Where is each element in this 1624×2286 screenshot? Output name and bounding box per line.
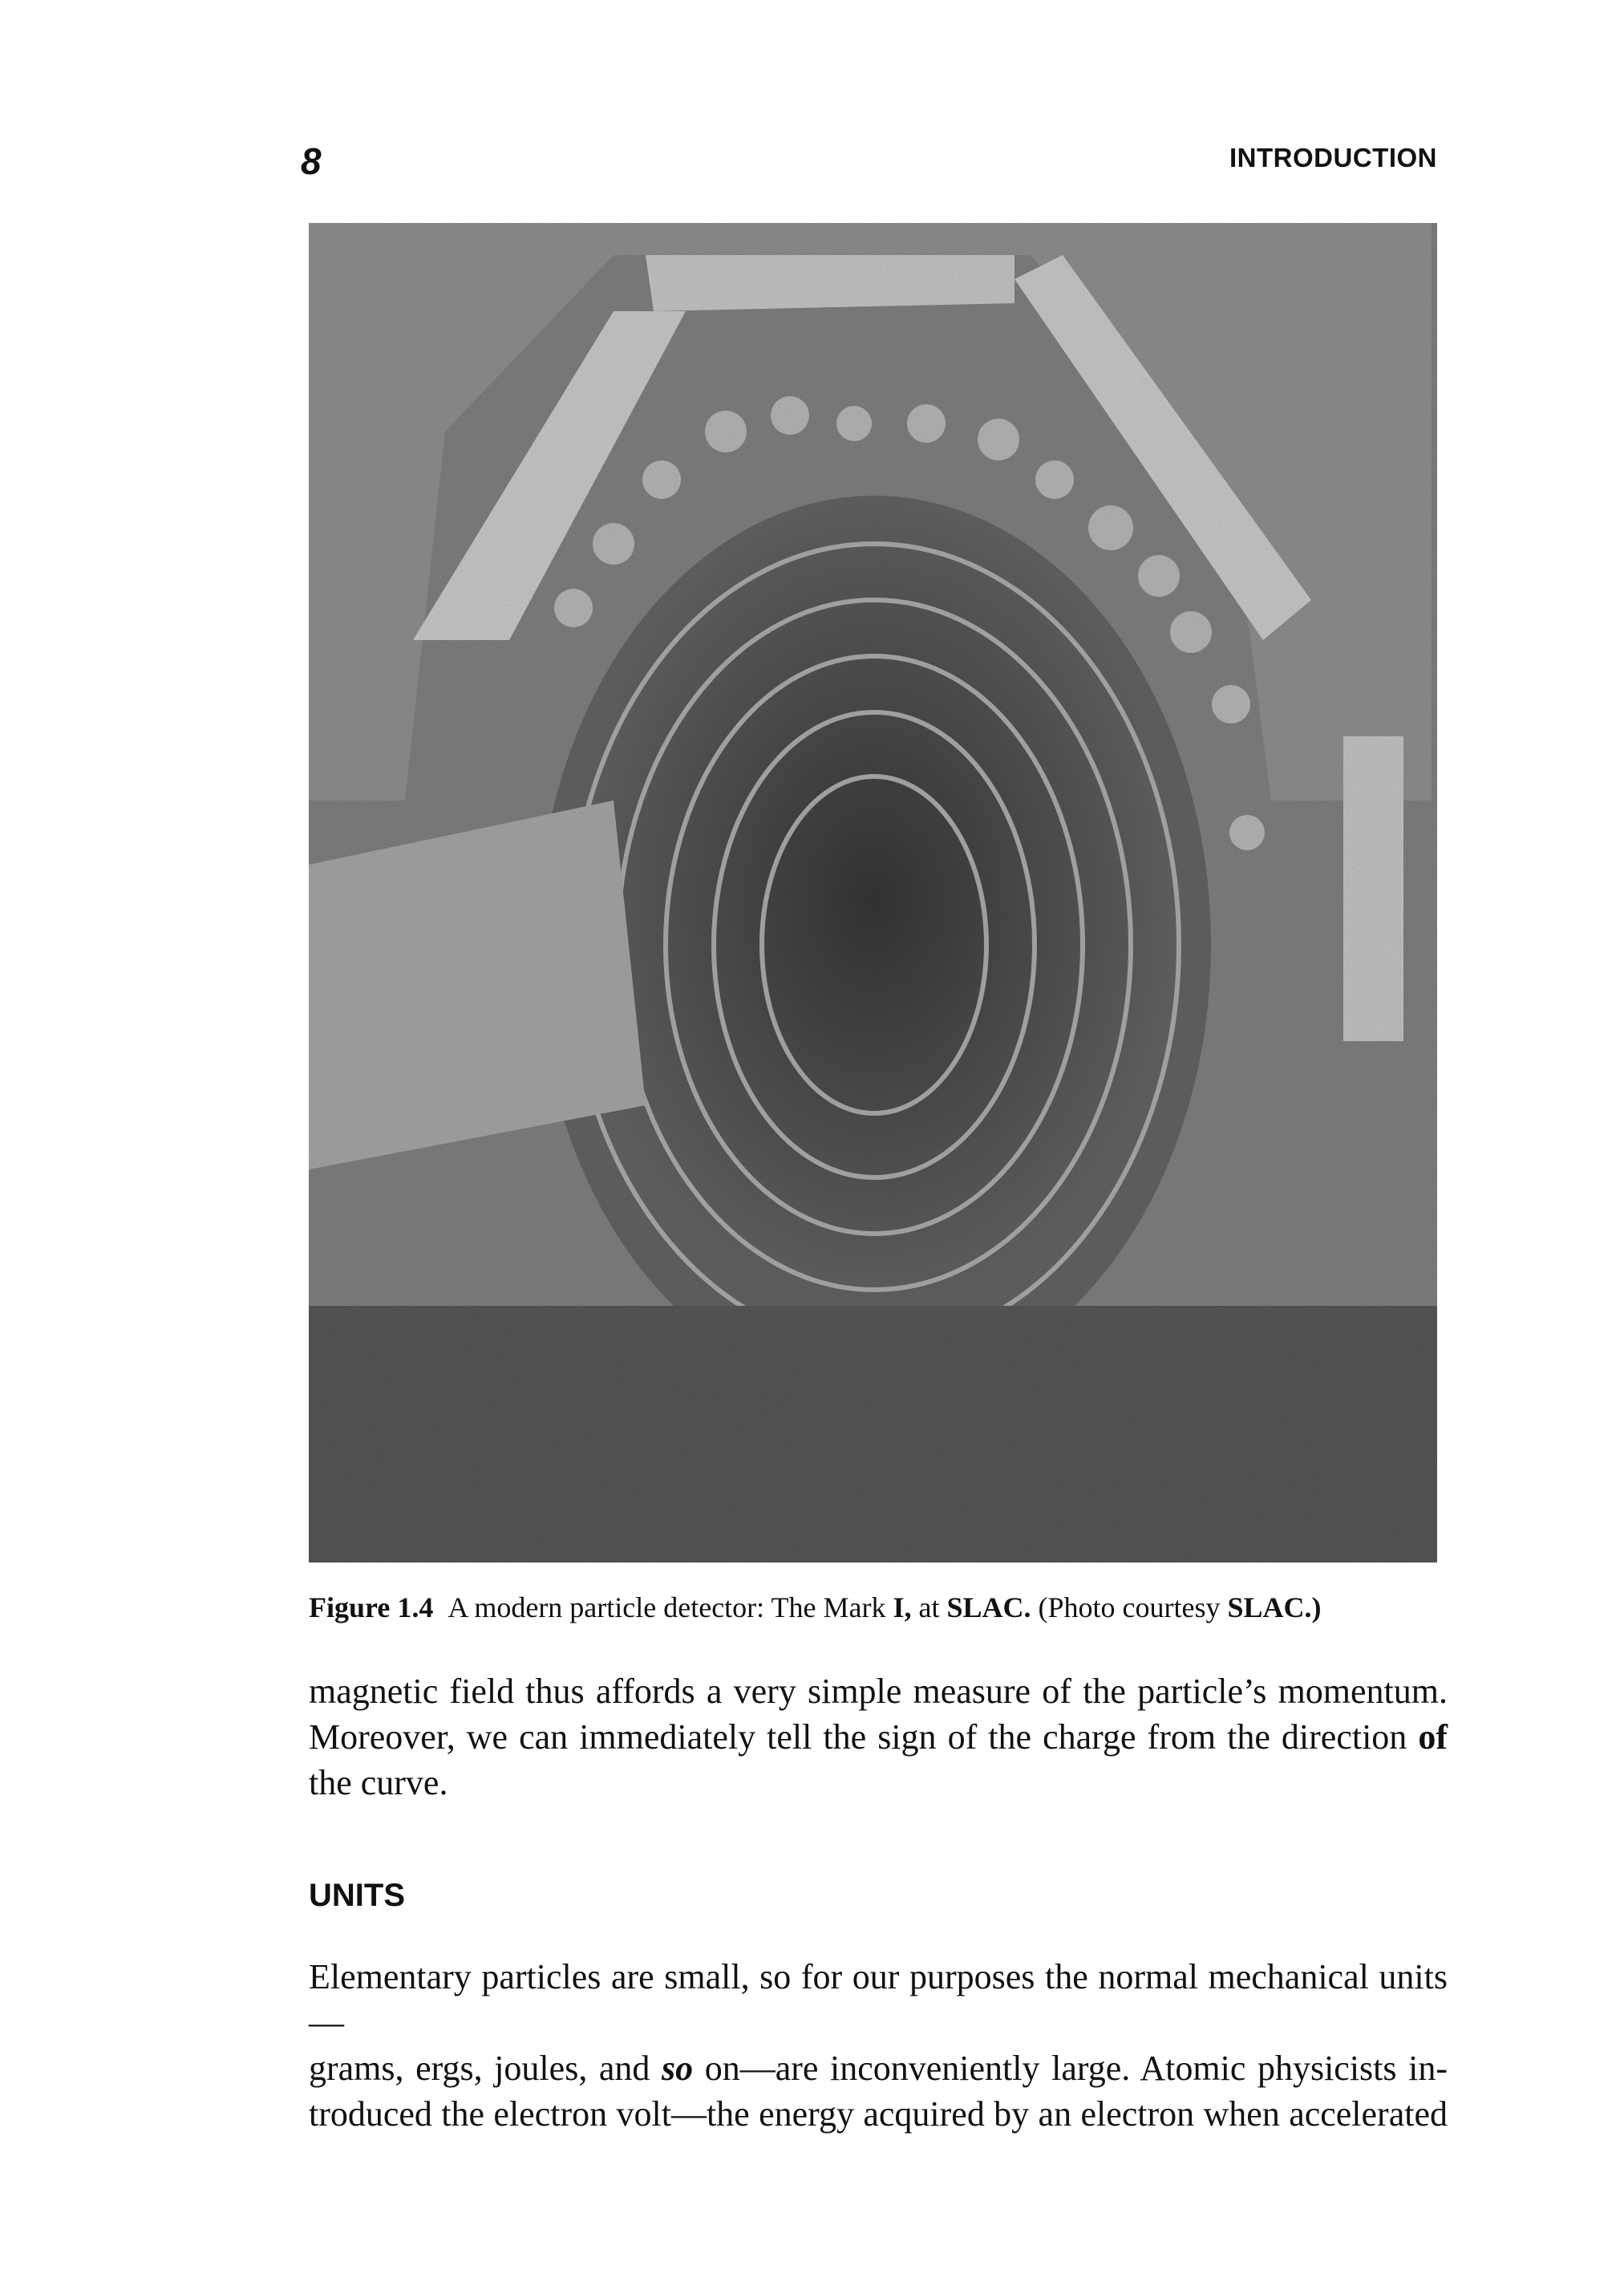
page-number: 8	[301, 140, 322, 182]
text-run-bold: of	[1418, 1717, 1448, 1757]
figure-photo	[309, 223, 1437, 1563]
caption-slac: SLAC.	[946, 1591, 1031, 1623]
text-line: Elementary particles are small, so for our purposes the normal mechanical units—	[309, 1957, 1448, 2042]
caption-mark: I,	[893, 1591, 912, 1623]
detector-photo	[309, 223, 1437, 1563]
text-run: grams, ergs, joules, and	[309, 2049, 662, 2088]
running-head: INTRODUCTION	[1229, 143, 1437, 172]
section-heading: UNITS	[309, 1878, 405, 1913]
figure-caption	[309, 1591, 1448, 1625]
frame-column-right	[1343, 736, 1403, 1041]
frame-beam-top	[646, 255, 1014, 311]
text-line	[309, 1714, 1448, 1760]
body-paragraph	[309, 1668, 1448, 1806]
text-line: the curve.	[309, 1763, 448, 1802]
caption-slac: SLAC.)	[1227, 1591, 1322, 1623]
body-paragraph	[309, 1954, 1448, 2137]
caption-text: at	[911, 1591, 947, 1623]
left-panel	[309, 801, 646, 1169]
figure-label: Figure 1.4	[309, 1591, 434, 1623]
text-run: Moreover, we can immediately tell the sign of the charge from the direction	[309, 1717, 1419, 1757]
detector-core	[537, 496, 1211, 1394]
text-run: on—are inconveniently large. Atomic physicists in-	[693, 2049, 1448, 2088]
text-line: magnetic field thus affords a very simple measure of the particle’s momentum.	[309, 1672, 1448, 1711]
text-run-bold-italic: so	[662, 2049, 694, 2088]
floor-area	[309, 1306, 1437, 1563]
text-line: troduced the electron volt—the energy acquired by an electron when accelerated	[309, 2094, 1448, 2134]
caption-text: A modern particle detector: The Mark	[448, 1591, 893, 1623]
caption-text: (Photo courtesy	[1031, 1591, 1228, 1623]
text-line	[309, 2045, 1448, 2091]
